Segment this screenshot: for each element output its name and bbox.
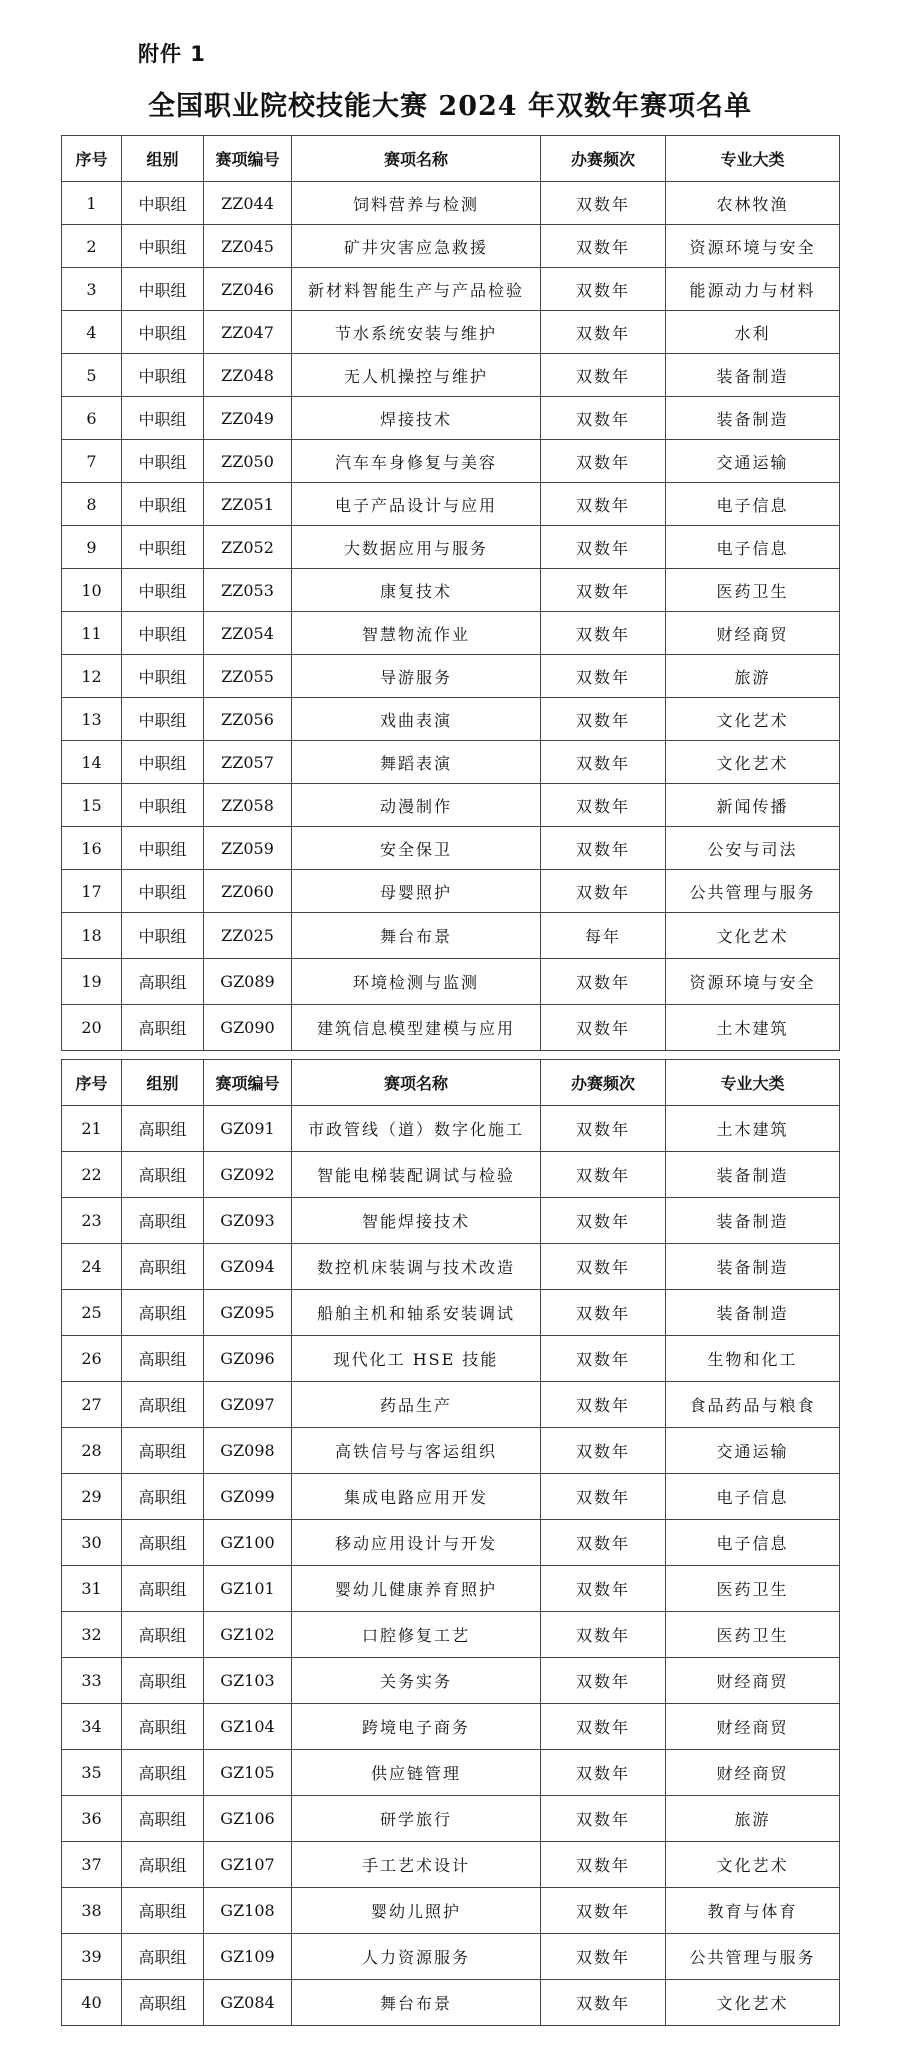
cell-name: 导游服务 xyxy=(292,655,541,698)
cell-name: 无人机操控与维护 xyxy=(292,354,541,397)
cell-name: 焊接技术 xyxy=(292,397,541,440)
cell-freq: 双数年 xyxy=(541,784,666,827)
cell-group: 中职组 xyxy=(122,311,204,354)
cell-group: 中职组 xyxy=(122,397,204,440)
table-row xyxy=(62,1336,840,1382)
cell-code: ZZ047 xyxy=(204,311,292,354)
table-row xyxy=(62,1290,840,1336)
cell-group: 中职组 xyxy=(122,913,204,959)
table-row xyxy=(62,397,840,440)
table-row xyxy=(62,1520,840,1566)
cell-name: 饲料营养与检测 xyxy=(292,182,541,225)
table-row xyxy=(62,1566,840,1612)
cell-seq: 6 xyxy=(62,397,122,440)
cell-name: 人力资源服务 xyxy=(292,1934,541,1980)
cell-freq: 双数年 xyxy=(541,311,666,354)
cell-seq: 10 xyxy=(62,569,122,612)
cell-cat: 医药卫生 xyxy=(666,1566,840,1612)
cell-group: 高职组 xyxy=(122,1934,204,1980)
cell-code: GZ098 xyxy=(204,1428,292,1474)
column-header-name: 赛项名称 xyxy=(292,1060,541,1106)
cell-name: 大数据应用与服务 xyxy=(292,526,541,569)
table-row xyxy=(62,698,840,741)
cell-name: 研学旅行 xyxy=(292,1796,541,1842)
cell-code: GZ106 xyxy=(204,1796,292,1842)
cell-seq: 32 xyxy=(62,1612,122,1658)
cell-freq: 双数年 xyxy=(541,354,666,397)
cell-name: 婴幼儿健康养育照护 xyxy=(292,1566,541,1612)
table-row xyxy=(62,440,840,483)
cell-cat: 财经商贸 xyxy=(666,1658,840,1704)
cell-freq: 双数年 xyxy=(541,1382,666,1428)
competition-table-part-2 xyxy=(61,1059,840,2026)
cell-code: GZ103 xyxy=(204,1658,292,1704)
cell-group: 高职组 xyxy=(122,1152,204,1198)
cell-cat: 装备制造 xyxy=(666,1198,840,1244)
cell-group: 高职组 xyxy=(122,1704,204,1750)
cell-freq: 双数年 xyxy=(541,397,666,440)
cell-freq: 双数年 xyxy=(541,1336,666,1382)
column-header-freq: 办赛频次 xyxy=(541,136,666,182)
cell-group: 高职组 xyxy=(122,1566,204,1612)
cell-freq: 双数年 xyxy=(541,569,666,612)
cell-group: 中职组 xyxy=(122,870,204,913)
cell-name: 移动应用设计与开发 xyxy=(292,1520,541,1566)
cell-group: 中职组 xyxy=(122,655,204,698)
cell-freq: 双数年 xyxy=(541,1750,666,1796)
table-row xyxy=(62,483,840,526)
cell-name: 安全保卫 xyxy=(292,827,541,870)
cell-name: 智慧物流作业 xyxy=(292,612,541,655)
cell-code: GZ104 xyxy=(204,1704,292,1750)
cell-freq: 双数年 xyxy=(541,698,666,741)
cell-cat: 财经商贸 xyxy=(666,1704,840,1750)
cell-cat: 文化艺术 xyxy=(666,698,840,741)
cell-group: 高职组 xyxy=(122,1474,204,1520)
cell-seq: 31 xyxy=(62,1566,122,1612)
cell-name: 舞台布景 xyxy=(292,1980,541,2026)
cell-name: 建筑信息模型建模与应用 xyxy=(292,1005,541,1051)
cell-code: GZ108 xyxy=(204,1888,292,1934)
cell-seq: 4 xyxy=(62,311,122,354)
table-row xyxy=(62,784,840,827)
table-row xyxy=(62,1106,840,1152)
cell-freq: 双数年 xyxy=(541,612,666,655)
cell-seq: 35 xyxy=(62,1750,122,1796)
cell-code: ZZ052 xyxy=(204,526,292,569)
cell-code: ZZ059 xyxy=(204,827,292,870)
cell-group: 高职组 xyxy=(122,1520,204,1566)
cell-freq: 双数年 xyxy=(541,1796,666,1842)
cell-cat: 交通运输 xyxy=(666,440,840,483)
cell-code: GZ089 xyxy=(204,959,292,1005)
table-row xyxy=(62,655,840,698)
cell-freq: 双数年 xyxy=(541,1612,666,1658)
table-row xyxy=(62,870,840,913)
cell-cat: 水利 xyxy=(666,311,840,354)
cell-group: 高职组 xyxy=(122,959,204,1005)
cell-cat: 装备制造 xyxy=(666,1152,840,1198)
cell-cat: 财经商贸 xyxy=(666,612,840,655)
cell-name: 舞蹈表演 xyxy=(292,741,541,784)
cell-code: GZ096 xyxy=(204,1336,292,1382)
cell-freq: 双数年 xyxy=(541,827,666,870)
cell-group: 高职组 xyxy=(122,1796,204,1842)
table-row xyxy=(62,1842,840,1888)
cell-cat: 装备制造 xyxy=(666,1290,840,1336)
column-header-code: 赛项编号 xyxy=(204,136,292,182)
table-header-row xyxy=(62,1060,840,1106)
column-header-group: 组别 xyxy=(122,1060,204,1106)
cell-group: 中职组 xyxy=(122,612,204,655)
table-row xyxy=(62,1704,840,1750)
cell-group: 高职组 xyxy=(122,1290,204,1336)
table-row xyxy=(62,569,840,612)
table-row xyxy=(62,913,840,959)
cell-freq: 双数年 xyxy=(541,1244,666,1290)
cell-code: GZ105 xyxy=(204,1750,292,1796)
cell-name: 矿井灾害应急救援 xyxy=(292,225,541,268)
cell-name: 婴幼儿照护 xyxy=(292,1888,541,1934)
table-header-row xyxy=(62,136,840,182)
cell-cat: 交通运输 xyxy=(666,1428,840,1474)
cell-cat: 公安与司法 xyxy=(666,827,840,870)
cell-seq: 13 xyxy=(62,698,122,741)
cell-cat: 生物和化工 xyxy=(666,1336,840,1382)
cell-freq: 双数年 xyxy=(541,870,666,913)
cell-freq: 双数年 xyxy=(541,1520,666,1566)
cell-cat: 电子信息 xyxy=(666,1520,840,1566)
table-row xyxy=(62,612,840,655)
cell-freq: 双数年 xyxy=(541,1005,666,1051)
cell-seq: 38 xyxy=(62,1888,122,1934)
cell-freq: 双数年 xyxy=(541,440,666,483)
cell-group: 中职组 xyxy=(122,698,204,741)
cell-name: 母婴照护 xyxy=(292,870,541,913)
cell-seq: 14 xyxy=(62,741,122,784)
cell-name: 汽车车身修复与美容 xyxy=(292,440,541,483)
cell-group: 高职组 xyxy=(122,1336,204,1382)
cell-cat: 食品药品与粮食 xyxy=(666,1382,840,1428)
cell-code: ZZ058 xyxy=(204,784,292,827)
cell-code: ZZ060 xyxy=(204,870,292,913)
cell-code: ZZ049 xyxy=(204,397,292,440)
table-row xyxy=(62,1980,840,2026)
cell-group: 高职组 xyxy=(122,1842,204,1888)
cell-name: 智能焊接技术 xyxy=(292,1198,541,1244)
cell-code: ZZ054 xyxy=(204,612,292,655)
cell-code: GZ102 xyxy=(204,1612,292,1658)
cell-cat: 装备制造 xyxy=(666,354,840,397)
cell-code: GZ091 xyxy=(204,1106,292,1152)
cell-freq: 双数年 xyxy=(541,1704,666,1750)
cell-seq: 28 xyxy=(62,1428,122,1474)
cell-cat: 旅游 xyxy=(666,655,840,698)
cell-seq: 37 xyxy=(62,1842,122,1888)
cell-code: GZ084 xyxy=(204,1980,292,2026)
table-row xyxy=(62,1888,840,1934)
cell-freq: 双数年 xyxy=(541,1934,666,1980)
cell-seq: 20 xyxy=(62,1005,122,1051)
cell-cat: 文化艺术 xyxy=(666,1842,840,1888)
cell-cat: 新闻传播 xyxy=(666,784,840,827)
document-title: 全国职业院校技能大赛 2024 年双数年赛项名单 xyxy=(148,91,752,122)
table-row xyxy=(62,354,840,397)
cell-freq: 双数年 xyxy=(541,1152,666,1198)
cell-name: 现代化工 HSE 技能 xyxy=(292,1336,541,1382)
cell-group: 中职组 xyxy=(122,569,204,612)
cell-seq: 18 xyxy=(62,913,122,959)
attachment-label: 附件 1 xyxy=(138,42,206,66)
table-row xyxy=(62,1934,840,1980)
cell-name: 关务实务 xyxy=(292,1658,541,1704)
cell-code: GZ090 xyxy=(204,1005,292,1051)
cell-group: 高职组 xyxy=(122,1612,204,1658)
cell-freq: 双数年 xyxy=(541,483,666,526)
cell-seq: 29 xyxy=(62,1474,122,1520)
cell-code: ZZ055 xyxy=(204,655,292,698)
cell-cat: 装备制造 xyxy=(666,1244,840,1290)
cell-code: ZZ048 xyxy=(204,354,292,397)
cell-cat: 公共管理与服务 xyxy=(666,1934,840,1980)
cell-seq: 27 xyxy=(62,1382,122,1428)
cell-code: ZZ050 xyxy=(204,440,292,483)
cell-group: 中职组 xyxy=(122,526,204,569)
cell-code: ZZ053 xyxy=(204,569,292,612)
cell-group: 中职组 xyxy=(122,741,204,784)
cell-name: 戏曲表演 xyxy=(292,698,541,741)
cell-name: 高铁信号与客运组织 xyxy=(292,1428,541,1474)
column-header-cat: 专业大类 xyxy=(666,1060,840,1106)
cell-group: 中职组 xyxy=(122,182,204,225)
cell-freq: 双数年 xyxy=(541,1658,666,1704)
cell-cat: 公共管理与服务 xyxy=(666,870,840,913)
cell-seq: 26 xyxy=(62,1336,122,1382)
table-row xyxy=(62,1152,840,1198)
cell-cat: 资源环境与安全 xyxy=(666,225,840,268)
cell-freq: 双数年 xyxy=(541,526,666,569)
cell-code: GZ100 xyxy=(204,1520,292,1566)
cell-name: 口腔修复工艺 xyxy=(292,1612,541,1658)
cell-cat: 能源动力与材料 xyxy=(666,268,840,311)
cell-freq: 双数年 xyxy=(541,268,666,311)
table-row xyxy=(62,1382,840,1428)
cell-cat: 农林牧渔 xyxy=(666,182,840,225)
cell-code: ZZ044 xyxy=(204,182,292,225)
column-header-seq: 序号 xyxy=(62,136,122,182)
cell-freq: 双数年 xyxy=(541,1980,666,2026)
cell-seq: 12 xyxy=(62,655,122,698)
cell-seq: 23 xyxy=(62,1198,122,1244)
cell-code: GZ109 xyxy=(204,1934,292,1980)
cell-seq: 22 xyxy=(62,1152,122,1198)
cell-freq: 双数年 xyxy=(541,1842,666,1888)
cell-code: GZ093 xyxy=(204,1198,292,1244)
table-row xyxy=(62,1474,840,1520)
cell-group: 高职组 xyxy=(122,1106,204,1152)
table-row xyxy=(62,827,840,870)
cell-seq: 30 xyxy=(62,1520,122,1566)
cell-freq: 双数年 xyxy=(541,741,666,784)
cell-group: 中职组 xyxy=(122,827,204,870)
cell-freq: 每年 xyxy=(541,913,666,959)
cell-freq: 双数年 xyxy=(541,1566,666,1612)
cell-cat: 文化艺术 xyxy=(666,913,840,959)
cell-group: 高职组 xyxy=(122,1750,204,1796)
cell-group: 中职组 xyxy=(122,225,204,268)
cell-cat: 文化艺术 xyxy=(666,741,840,784)
competition-table-part-1 xyxy=(61,135,840,1051)
cell-freq: 双数年 xyxy=(541,1198,666,1244)
cell-cat: 医药卫生 xyxy=(666,569,840,612)
table-row xyxy=(62,1244,840,1290)
cell-code: ZZ046 xyxy=(204,268,292,311)
cell-seq: 21 xyxy=(62,1106,122,1152)
cell-seq: 5 xyxy=(62,354,122,397)
cell-name: 动漫制作 xyxy=(292,784,541,827)
cell-cat: 电子信息 xyxy=(666,1474,840,1520)
cell-name: 智能电梯装配调试与检验 xyxy=(292,1152,541,1198)
cell-seq: 9 xyxy=(62,526,122,569)
cell-group: 高职组 xyxy=(122,1428,204,1474)
cell-freq: 双数年 xyxy=(541,1290,666,1336)
cell-code: ZZ025 xyxy=(204,913,292,959)
cell-group: 中职组 xyxy=(122,784,204,827)
table-row xyxy=(62,1658,840,1704)
cell-code: ZZ056 xyxy=(204,698,292,741)
cell-seq: 8 xyxy=(62,483,122,526)
cell-freq: 双数年 xyxy=(541,1474,666,1520)
cell-group: 高职组 xyxy=(122,1005,204,1051)
cell-code: ZZ051 xyxy=(204,483,292,526)
cell-cat: 旅游 xyxy=(666,1796,840,1842)
cell-seq: 40 xyxy=(62,1980,122,2026)
table-row xyxy=(62,1428,840,1474)
column-header-cat: 专业大类 xyxy=(666,136,840,182)
table-row xyxy=(62,182,840,225)
cell-code: GZ101 xyxy=(204,1566,292,1612)
cell-name: 电子产品设计与应用 xyxy=(292,483,541,526)
cell-code: GZ097 xyxy=(204,1382,292,1428)
cell-name: 康复技术 xyxy=(292,569,541,612)
cell-seq: 24 xyxy=(62,1244,122,1290)
cell-group: 高职组 xyxy=(122,1980,204,2026)
cell-seq: 7 xyxy=(62,440,122,483)
cell-name: 供应链管理 xyxy=(292,1750,541,1796)
table-row xyxy=(62,1796,840,1842)
cell-group: 中职组 xyxy=(122,268,204,311)
table-row xyxy=(62,225,840,268)
cell-group: 高职组 xyxy=(122,1382,204,1428)
cell-group: 高职组 xyxy=(122,1658,204,1704)
table-row xyxy=(62,311,840,354)
cell-seq: 39 xyxy=(62,1934,122,1980)
cell-seq: 15 xyxy=(62,784,122,827)
cell-freq: 双数年 xyxy=(541,1106,666,1152)
cell-code: GZ092 xyxy=(204,1152,292,1198)
cell-seq: 19 xyxy=(62,959,122,1005)
column-header-group: 组别 xyxy=(122,136,204,182)
cell-seq: 36 xyxy=(62,1796,122,1842)
cell-name: 环境检测与监测 xyxy=(292,959,541,1005)
cell-group: 高职组 xyxy=(122,1244,204,1290)
cell-cat: 电子信息 xyxy=(666,483,840,526)
cell-group: 中职组 xyxy=(122,483,204,526)
cell-freq: 双数年 xyxy=(541,1888,666,1934)
table-row xyxy=(62,1198,840,1244)
cell-seq: 11 xyxy=(62,612,122,655)
cell-seq: 33 xyxy=(62,1658,122,1704)
cell-freq: 双数年 xyxy=(541,182,666,225)
table-row xyxy=(62,526,840,569)
cell-code: ZZ057 xyxy=(204,741,292,784)
cell-cat: 文化艺术 xyxy=(666,1980,840,2026)
table-row xyxy=(62,1750,840,1796)
cell-cat: 电子信息 xyxy=(666,526,840,569)
cell-name: 新材料智能生产与产品检验 xyxy=(292,268,541,311)
column-header-freq: 办赛频次 xyxy=(541,1060,666,1106)
cell-cat: 装备制造 xyxy=(666,397,840,440)
cell-group: 高职组 xyxy=(122,1888,204,1934)
cell-code: GZ107 xyxy=(204,1842,292,1888)
table-row xyxy=(62,268,840,311)
cell-name: 数控机床装调与技术改造 xyxy=(292,1244,541,1290)
cell-seq: 3 xyxy=(62,268,122,311)
cell-cat: 土木建筑 xyxy=(666,1005,840,1051)
cell-name: 跨境电子商务 xyxy=(292,1704,541,1750)
cell-name: 手工艺术设计 xyxy=(292,1842,541,1888)
cell-name: 舞台布景 xyxy=(292,913,541,959)
cell-code: ZZ045 xyxy=(204,225,292,268)
cell-freq: 双数年 xyxy=(541,225,666,268)
column-header-code: 赛项编号 xyxy=(204,1060,292,1106)
cell-seq: 17 xyxy=(62,870,122,913)
table-row xyxy=(62,741,840,784)
cell-code: GZ099 xyxy=(204,1474,292,1520)
cell-cat: 医药卫生 xyxy=(666,1612,840,1658)
cell-seq: 16 xyxy=(62,827,122,870)
cell-freq: 双数年 xyxy=(541,655,666,698)
cell-cat: 教育与体育 xyxy=(666,1888,840,1934)
cell-name: 节水系统安装与维护 xyxy=(292,311,541,354)
cell-cat: 资源环境与安全 xyxy=(666,959,840,1005)
cell-seq: 25 xyxy=(62,1290,122,1336)
cell-group: 中职组 xyxy=(122,440,204,483)
cell-seq: 2 xyxy=(62,225,122,268)
cell-cat: 土木建筑 xyxy=(666,1106,840,1152)
cell-code: GZ095 xyxy=(204,1290,292,1336)
cell-code: GZ094 xyxy=(204,1244,292,1290)
cell-name: 市政管线（道）数字化施工 xyxy=(292,1106,541,1152)
cell-name: 船舶主机和轴系安装调试 xyxy=(292,1290,541,1336)
cell-name: 集成电路应用开发 xyxy=(292,1474,541,1520)
cell-group: 高职组 xyxy=(122,1198,204,1244)
cell-group: 中职组 xyxy=(122,354,204,397)
cell-freq: 双数年 xyxy=(541,1428,666,1474)
cell-name: 药品生产 xyxy=(292,1382,541,1428)
table-row xyxy=(62,959,840,1005)
cell-seq: 34 xyxy=(62,1704,122,1750)
cell-seq: 1 xyxy=(62,182,122,225)
cell-cat: 财经商贸 xyxy=(666,1750,840,1796)
column-header-name: 赛项名称 xyxy=(292,136,541,182)
table-row xyxy=(62,1612,840,1658)
cell-freq: 双数年 xyxy=(541,959,666,1005)
column-header-seq: 序号 xyxy=(62,1060,122,1106)
table-row xyxy=(62,1005,840,1051)
